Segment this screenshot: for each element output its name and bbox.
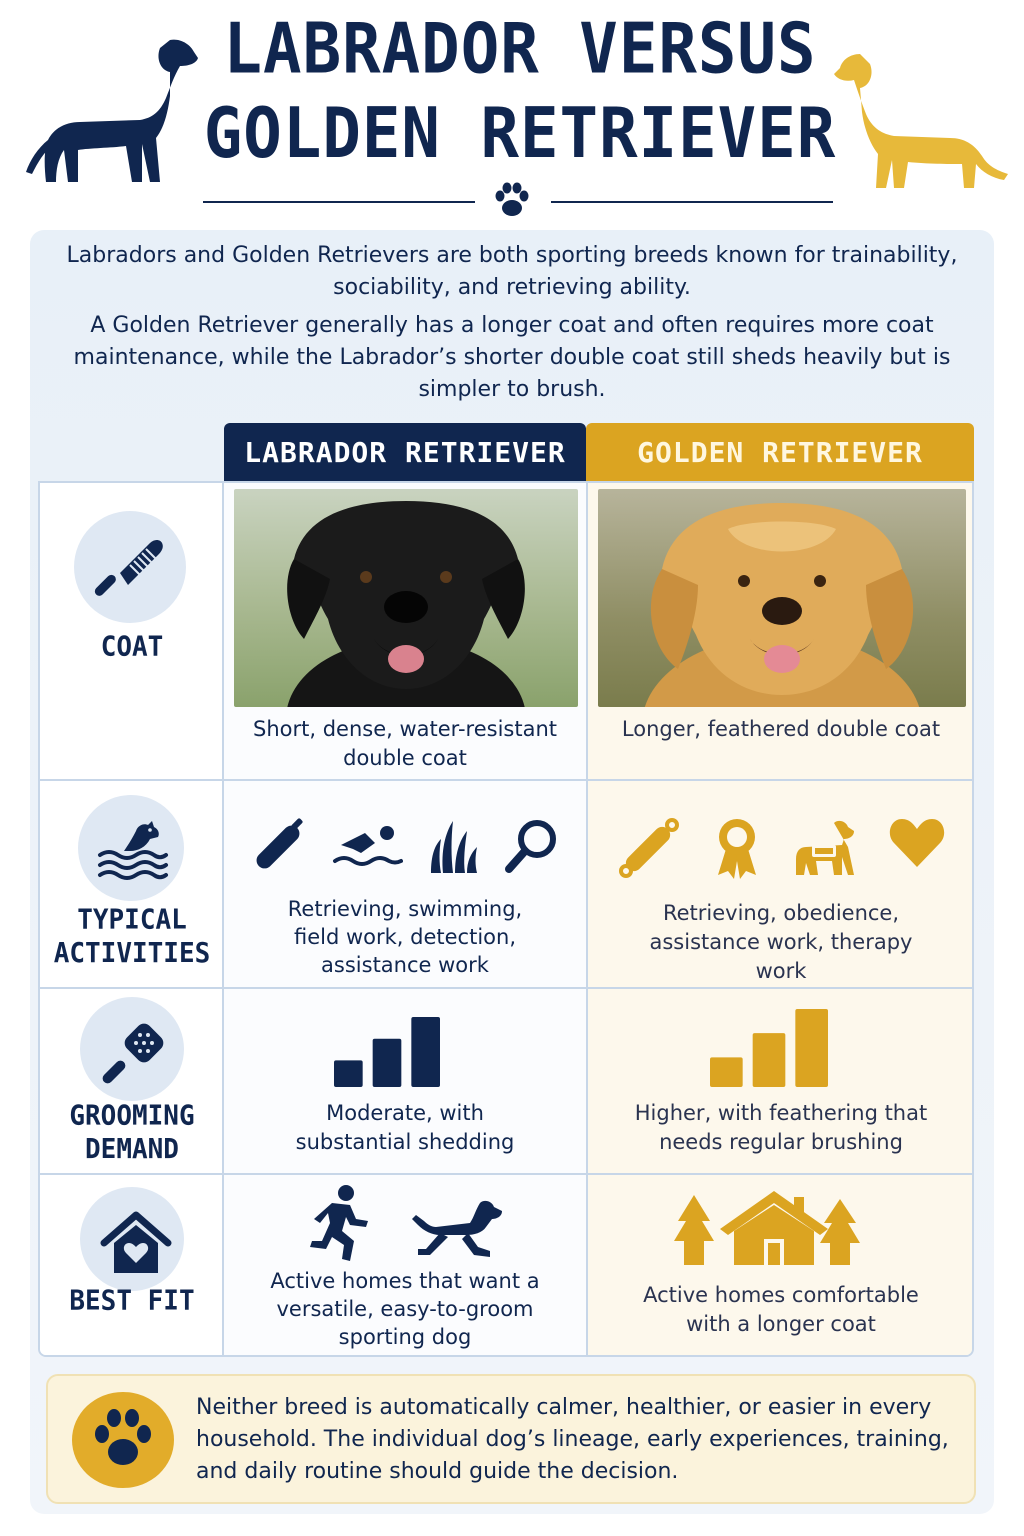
lab-grooming-description xyxy=(224,1099,586,1157)
title-rule-right xyxy=(551,201,833,203)
service-dog-icon xyxy=(792,815,858,881)
golden-bestfit-description xyxy=(588,1281,974,1339)
lab-activities-text: Retrieving, swimming, field work, detection, assistance work xyxy=(287,897,523,977)
lab-bestfit-cell xyxy=(224,1175,588,1357)
lab-coat-description: Short, dense, water-resistant double coat xyxy=(253,717,557,770)
golden-activities-description xyxy=(588,899,974,986)
lab-bestfit-icons xyxy=(224,1183,586,1263)
level-bar-1 xyxy=(710,1057,743,1087)
column-header-golden: GOLDEN RETRIEVER xyxy=(586,423,974,481)
golden-activities-text: Retrieving, obedience, assistance work, therapy work xyxy=(649,901,913,983)
ribbon-icon xyxy=(712,815,762,881)
row-label-cell xyxy=(40,483,224,779)
header xyxy=(0,0,1024,225)
level-bar-3 xyxy=(795,1009,828,1087)
lab-activity-icons xyxy=(224,815,586,877)
column-header-labrador: LABRADOR RETRIEVER xyxy=(224,423,586,481)
row-label-grooming: GROOMING DEMAND xyxy=(69,1100,195,1166)
row-label-cell xyxy=(40,1175,224,1357)
title-line-2: GOLDEN RETRIEVER xyxy=(203,94,837,175)
golden-grooming-description xyxy=(588,1099,974,1157)
coat-badge xyxy=(74,511,186,623)
lab-bestfit-text: Active homes that want a versatile, easy-to-groom sporting dog xyxy=(270,1269,540,1349)
footer-note xyxy=(46,1374,976,1504)
lab-grooming-text: Moderate, with substantial shedding xyxy=(295,1101,515,1154)
row-label-cell xyxy=(40,989,224,1173)
row-grooming xyxy=(40,987,972,1173)
golden-grooming-text: Higher, with feathering that needs regular brushing xyxy=(634,1101,928,1154)
title-rule-left xyxy=(203,201,475,203)
golden-photo xyxy=(598,489,966,707)
magnifier-icon xyxy=(503,815,563,877)
labrador-photo xyxy=(234,489,578,707)
lab-grooming-cell xyxy=(224,989,588,1173)
intro xyxy=(40,240,984,412)
row-label-coat: COAT xyxy=(100,631,164,663)
row-coat xyxy=(40,483,972,779)
brush-icon xyxy=(96,1013,176,1093)
row-activities xyxy=(40,779,972,987)
level-bar-3 xyxy=(411,1017,440,1087)
swimming-dog-icon xyxy=(94,811,174,891)
lab-activities-description xyxy=(224,895,586,979)
labrador-silhouette-icon xyxy=(20,32,200,192)
row-bestfit xyxy=(40,1173,972,1357)
lab-coat-cell xyxy=(224,483,588,779)
page-title xyxy=(200,8,840,176)
grass-icon xyxy=(425,815,481,877)
runner-icon xyxy=(304,1183,374,1263)
golden-grooming-level-icon xyxy=(710,1009,834,1089)
level-bar-2 xyxy=(373,1039,402,1087)
activities-badge xyxy=(78,795,184,901)
paw-icon xyxy=(491,180,533,220)
golden-bestfit-cell xyxy=(588,1175,974,1357)
golden-coat-cell xyxy=(588,483,974,779)
lab-bestfit-description xyxy=(224,1267,586,1351)
intro-paragraph-2: A Golden Retriever generally has a longer coat and often requires more coat maintenance, while the Labrador’s shorter double coat still sheds heavily but is simpler to brush. xyxy=(73,313,951,402)
house-heart-icon xyxy=(96,1203,176,1283)
running-dog-icon xyxy=(410,1197,506,1263)
bestfit-badge xyxy=(80,1187,184,1291)
footer-text: Neither breed is automatically calmer, healthier, or easier in every household. The individual dog’s lineage, early experiences, training, and daily routine should guide the decision. xyxy=(196,1395,949,1484)
golden-grooming-cell xyxy=(588,989,974,1173)
heart-icon xyxy=(888,815,946,869)
dummy-icon xyxy=(247,815,309,877)
golden-silhouette-icon xyxy=(832,48,1010,194)
footer-paw-badge xyxy=(72,1392,174,1488)
title-line-1: LABRADOR VERSUS xyxy=(223,9,817,90)
row-label-activities: TYPICAL ACTIVITIES xyxy=(53,904,211,970)
comb-icon xyxy=(90,527,170,607)
row-label-cell xyxy=(40,781,224,987)
row-label-bestfit: BEST FIT xyxy=(69,1285,195,1317)
intro-paragraph-1: Labradors and Golden Retrievers are both sporting breeds known for trainability, sociability, and retrieving ability. xyxy=(66,243,958,300)
comparison-table xyxy=(38,481,974,1357)
golden-activity-icons xyxy=(588,815,974,881)
golden-bestfit-text: Active homes comfortable with a longer coat xyxy=(643,1283,919,1336)
paw-icon xyxy=(90,1406,156,1472)
lab-activities-cell xyxy=(224,781,588,987)
golden-coat-description: Longer, feathered double coat xyxy=(621,717,941,741)
level-bar-1 xyxy=(334,1060,363,1087)
lab-grooming-level-icon xyxy=(334,1017,454,1089)
grooming-badge xyxy=(80,997,184,1101)
golden-activities-cell xyxy=(588,781,974,987)
house-trees-icon xyxy=(674,1189,874,1269)
swimmer-icon xyxy=(331,815,403,877)
level-bar-2 xyxy=(753,1033,786,1087)
dummy-icon xyxy=(616,815,682,881)
